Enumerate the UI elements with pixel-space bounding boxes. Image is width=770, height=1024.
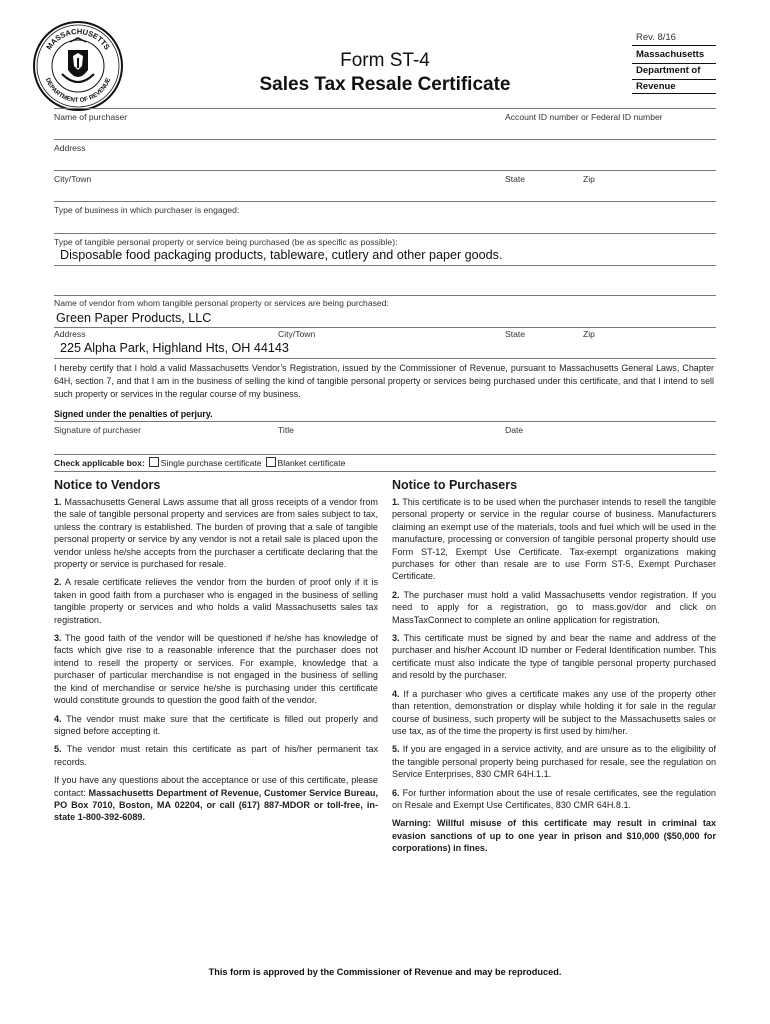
agency-line-3: Revenue [636,81,676,92]
single-purchase-label: Single purchase certificate [160,458,262,468]
address-field[interactable] [54,153,714,169]
purchasers-item-6: 6. For further information about the use of resale certificates, see the regulation on Resale and Exempt Use Certificates, 830 CMR 64H.8.1. [392,787,716,810]
form-number: Form ST-4 [340,50,430,71]
vendor-address-value[interactable]: 225 Alpha Park, Highland Hts, OH 44143 [60,341,289,355]
vendors-notice [54,496,378,830]
type-of-property-label: Type of tangible personal property or service being purchased (be as specific as possible): [54,237,398,247]
type-of-property-value[interactable]: Disposable food packaging products, tableware, cutlery and other paper goods. [60,248,503,262]
blanket-label: Blanket certificate [277,458,346,468]
vendors-item-1: 1. Massachusetts General Laws assume that all gross receipts of a vendor from the sale of tangible personal property and services are from sales subject to tax, unless the contrary is established. The burden of proving that a sale of tangible personal property or service by any vendor is not a retail sale is placed upon the vendor unless he/she accepts from the purchaser a certificate declaring that the property or service is purchased for resale. [54,497,378,570]
purchasers-item-3: 3. This certificate must be signed by and bear the name and address of the purchaser and his/her Account ID number or Federal Identification number. This certificate must also indicate the type of tangible personal property purchased and resold by the purchaser. [392,633,716,681]
single-purchase-checkbox[interactable] [149,457,159,467]
agency-line-2: Department of [636,65,701,76]
vendor-state-label: State [505,329,526,339]
vendor-city-label: City/Town [278,329,316,339]
certification-text: I hereby certify that I hold a valid Massachusetts Vendor’s Registration, issued by the Commissioner of Revenue, pursuant to Massachusetts General Laws, Chapter 64H, section 7, and that I am in the business of selling the kind of tangible personal property or services being purchased under this certificate, and that I intend to sell such property or services in the regular course of my business. [54,363,714,399]
vendor-name-label: Name of vendor from whom tangible personal property or services are being purchased: [54,298,389,308]
date-field[interactable] [505,436,715,452]
blanket-checkbox[interactable] [266,457,276,467]
purchasers-item-2: 2. The purchaser must hold a valid Massachusetts vendor registration. If you need to apply for a registration, go to mass.gov/dor and click on MassTaxConnect to complete an online application for registration. [392,589,716,625]
account-id-field[interactable] [505,122,715,138]
address-label: Address [54,143,86,153]
vendor-name-value[interactable]: Green Paper Products, LLC [56,311,212,325]
city-town-label: City/Town [54,174,92,184]
svg-text:DEPARTMENT OF REVENUE: DEPARTMENT OF REVENUE [43,76,113,105]
signature-label: Signature of purchaser [54,425,141,435]
notice-to-purchasers-heading: Notice to Purchasers [392,478,518,492]
vendors-item-4: 4. The vendor must make sure that the certificate is filled out properly and signed before accepting it. [54,713,378,736]
vendors-contact: If you have any questions about the acceptance or use of this certificate, please contact: Massachusetts Department of Revenue, Customer Service Bureau, PO Box 7010, Boston, MA 02204, or call (617) 887-MDOR or toll-free, in-state 1-800-392-6089. [54,775,378,823]
name-of-purchaser-label: Name of purchaser [54,112,128,122]
title-label: Title [278,425,294,435]
vendors-item-5: 5. The vendor must retain this certificate as part of his/her permanent tax records. [54,744,379,767]
account-id-label: Account ID number or Federal ID number [505,112,663,122]
purchasers-notice [392,496,716,861]
svg-text:MASSACHUSETTS: MASSACHUSETTS [44,26,112,52]
vendor-address-label: Address [54,329,86,339]
agency-line-1: Massachusetts [636,49,705,60]
purchasers-item-5: 5. If you are engaged in a service activity, and are unsure as to the eligibility of the tangible personal property being purchased for resale, see the regulation on Service Enterprises, 830 CMR 64H.1.1. [392,744,716,780]
revision-label: Rev. 8/16 [636,32,676,43]
notice-to-vendors-heading: Notice to Vendors [54,478,161,492]
signature-field[interactable] [54,436,274,452]
title-field[interactable] [278,436,500,452]
footer-approval: This form is approved by the Commissioner of Revenue and may be reproduced. [208,967,562,977]
type-of-business-field[interactable] [54,215,714,231]
vendors-item-3: 3. The good faith of the vendor will be questioned if he/she has knowledge of facts which give rise to a reasonable inference that the purchaser does not intend to resell the property or services. For example, knowledge that a purchaser of particular merchandise is not engaged in the business of selling the kind of merchandise or service he/she is purchasing under this certificate would constitute grounds to question the good faith of the vendor. [54,633,378,706]
type-of-business-label: Type of business in which purchaser is engaged: [54,205,240,215]
form-title: Sales Tax Resale Certificate [259,74,511,95]
date-label: Date [505,425,524,435]
vendor-zip-label: Zip [583,329,595,339]
zip-label: Zip [583,174,595,184]
vendors-item-2: 2. A resale certificate relieves the vendor from the burden of proof only if it is taken in good faith from a purchaser who is engaged in the business of selling tangible property or services and who holds a valid Massachusetts sales tax registration. [54,577,379,625]
penalties-statement: Signed under the penalties of perjury. [54,409,213,419]
purchasers-item-1: 1. This certificate is to be used when the purchaser intends to resell the tangible personal property or service in the regular course of business. Manufacturers claiming an exempt use of the materials, tools and fuel which will be used in the manufacture, processing or conversion of tangible personal property should use Form ST-12, Exempt Use Certificate. Tax-exempt organizations making purchases for other than resale are to use Form ST-5, Exempt Purchaser Certificate. [392,497,716,582]
purchasers-warning: Warning: Willful misuse of this certificate may result in criminal tax evasion sanctions of up to one year in prison and $10,000 ($50,000 for corporations) in fines. [392,818,716,854]
name-of-purchaser-field[interactable] [54,122,500,138]
agency-name [636,47,704,95]
check-applicable-row [54,457,345,468]
state-label: State [505,174,526,184]
check-applicable-label: Check applicable box: [54,458,145,468]
purchasers-item-4: 4. If a purchaser who gives a certificate makes any use of the property other than retention, demonstration or display while holding it for sale in the regular course of business, such property will be subject to the Massachusetts sales or use tax, as of the time the property is first used by him/her. [392,688,716,736]
